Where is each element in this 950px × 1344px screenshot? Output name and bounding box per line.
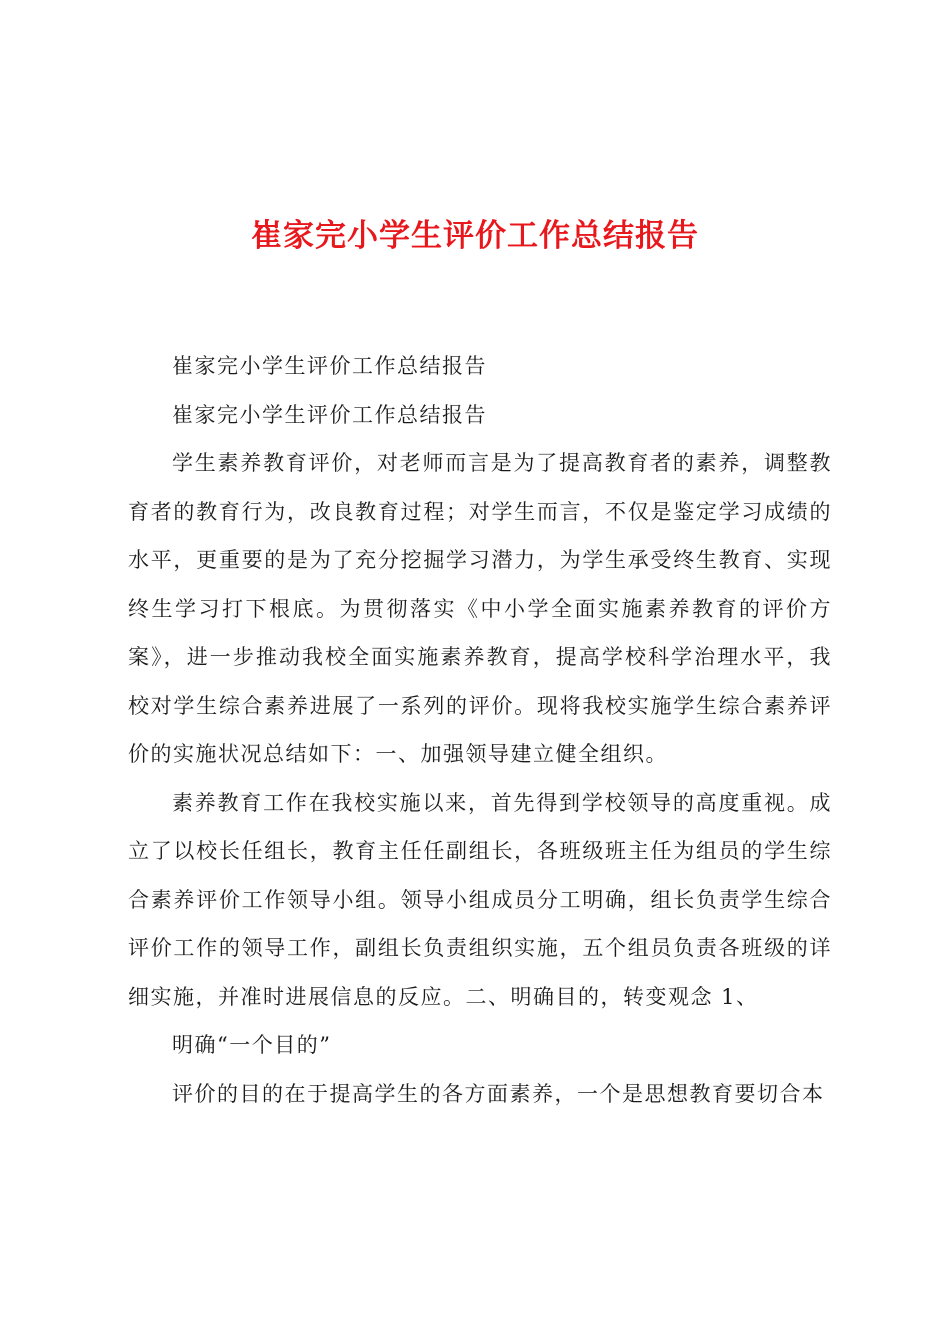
subtitle-line: 崔家完小学生评价工作总结报告 [172,354,487,378]
section-heading: 明确“一个目的” [172,1033,332,1057]
body-paragraph: 评价的目的在于提高学生的各方面素养，一个是思想教育要切合本 [172,1081,825,1106]
body-paragraph: 素养教育工作在我校实施以来，首先得到学校领导的高度重视。成立了以校长任组长，教育主任任副组长，各班级班主任为组员的学生综合素养评价工作领导小组。领导小组成员分工明确，组长负责学生综合评价工作的领导工作，副组长负责组织实施，五个组员负责各班级的详细实施，并准时进展信息的反应。二、明确目的，转变观念 1、 [128,790,832,1009]
document-title: 崔家完小学生评价工作总结报告 [251,218,699,254]
document-body [128,342,832,1118]
body-paragraph: 学生素养教育评价，对老师而言是为了提高教育者的素养，调整教育者的教育行为，改良教育过程；对学生而言，不仅是鉴定学习成绩的水平，更重要的是为了充分挖掘学习潜力，为学生承受终生教育、实现终生学习打下根底。为贯彻落实《中小学全面实施素养教育的评价方案》，进一步推动我校全面实施素养教育，提高学校科学治理水平，我校对学生综合素养进展了一系列的评价。现将我校实施学生综合素养评价的实施状况总结如下：一、加强领导建立健全组织。 [128,451,832,766]
subtitle-line: 崔家完小学生评价工作总结报告 [172,402,487,427]
